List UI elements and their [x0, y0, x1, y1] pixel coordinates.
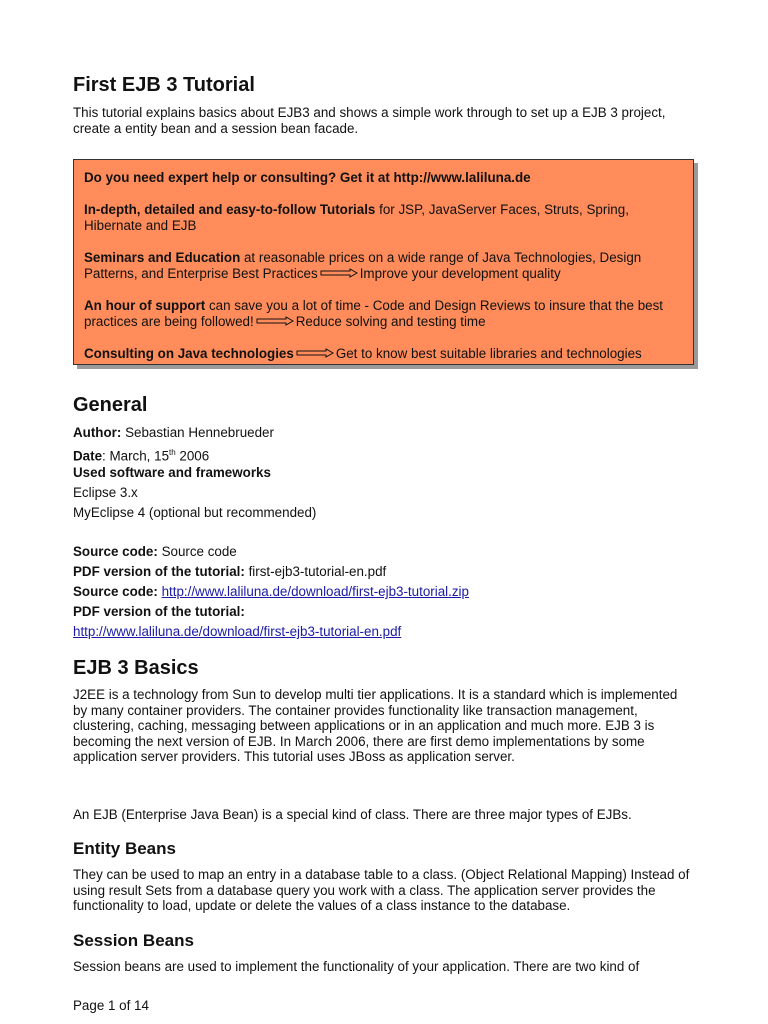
right-arrow-icon: [256, 316, 294, 326]
pdf-version-label: PDF version of the tutorial:: [73, 604, 245, 619]
promo-item-seminars: Seminars and Education at reasonable prices on a wide range of Java Technologies, Design Patterns, and Enterprise Best Practices Improve your development quality: [84, 250, 642, 281]
pdf-version-line: PDF version of the tutorial: first-ejb3-tutorial-en.pdf: [73, 564, 387, 579]
software-item: Eclipse 3.x: [73, 485, 138, 500]
promo-box: [73, 159, 694, 365]
software-item: MyEclipse 4 (optional but recommended): [73, 505, 317, 520]
pdf-download-link[interactable]: http://www.laliluna.de/download/first-ejb3-tutorial-en.pdf: [73, 624, 402, 639]
source-code-link[interactable]: http://www.laliluna.de/download/first-ejb3-tutorial.zip: [161, 584, 469, 599]
date-line: Date: March, 15th 2006: [73, 448, 210, 464]
right-arrow-icon: [296, 348, 334, 358]
general-heading: General: [73, 394, 148, 416]
author-line: Author: Sebastian Hennebrueder: [73, 425, 274, 440]
page-number: Page 1 of 14: [73, 998, 149, 1013]
general-info: [73, 425, 695, 644]
intro-paragraph: This tutorial explains basics about EJB3 and shows a simple work through to set up a EJB 3 project, create a entity bean and a session bean facade.: [73, 105, 666, 136]
basics-paragraph-2: An EJB (Enterprise Java Bean) is a special kind of class. There are three major types of EJBs.: [73, 807, 632, 822]
promo-item-consulting: Consulting on Java technologies Get to know best suitable libraries and technologies: [84, 346, 642, 361]
promo-headline: Do you need expert help or consulting? Get it at http://www.laliluna.de: [84, 170, 531, 185]
source-code-link-line: Source code: http://www.laliluna.de/download/first-ejb3-tutorial.zip: [73, 584, 469, 599]
entity-beans-paragraph: They can be used to map an entry in a database table to a class. (Object Relational Mapping) Instead of using result Sets from a database query you work with a class. The application server provides the functionality to load, update or delete the values of a class instance to the database.: [73, 867, 690, 913]
right-arrow-icon: [320, 268, 358, 278]
page-title: First EJB 3 Tutorial: [73, 74, 255, 96]
session-beans-paragraph: Session beans are used to implement the functionality of your application. There are two kind of: [73, 959, 640, 974]
basics-paragraph-1: J2EE is a technology from Sun to develop multi tier applications. It is a standard which is implemented by many container providers. The container provides functionality like transaction management, clustering, caching, messaging between applications or in an application and much more. EJB 3 is becoming the next version of EJB. In March 2006, there are first demo implementations by some application server providers. This tutorial uses JBoss as application server.: [73, 687, 678, 764]
source-code-line: Source code: Source code: [73, 544, 237, 559]
promo-item-tutorials: In-depth, detailed and easy-to-follow Tutorials for JSP, JavaServer Faces, Struts, Spring, Hibernate and EJB: [84, 202, 629, 233]
software-label: Used software and frameworks: [73, 465, 271, 480]
session-beans-heading: Session Beans: [73, 931, 194, 950]
promo-item-support: An hour of support can save you a lot of time - Code and Design Reviews to insure that the best practices are being followed! Reduce solving and testing time: [84, 298, 664, 329]
entity-beans-heading: Entity Beans: [73, 839, 176, 858]
pdf-link-line: [73, 624, 695, 644]
ejb3-basics-heading: EJB 3 Basics: [73, 657, 199, 679]
